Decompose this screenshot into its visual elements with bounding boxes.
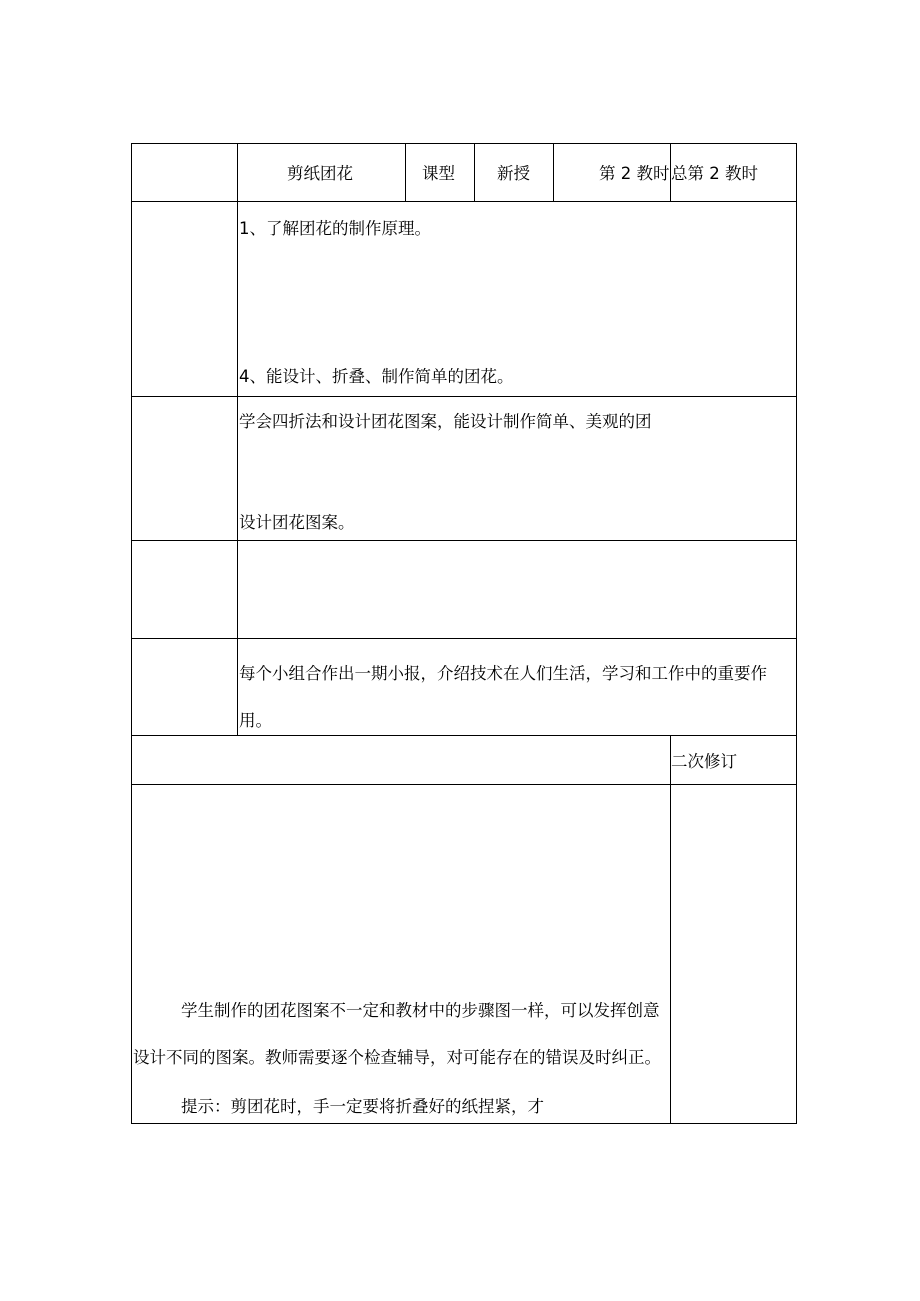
- revision-label: 二次修订: [671, 752, 737, 771]
- revision-column-divider: [670, 735, 671, 1124]
- header-divider-title: [405, 143, 406, 202]
- process-line-1: 学生制作的团花图案不一定和教材中的步骤图一样，可以发挥创意: [181, 1001, 660, 1020]
- objective-line-4: 4、能设计、折叠、制作简单的团花。: [239, 367, 514, 386]
- lesson-type-value: 新授: [497, 164, 530, 183]
- header-divider-value: [553, 143, 554, 202]
- lesson-type-label: 课型: [422, 164, 455, 183]
- key-point-line-1: 学会四折法和设计团花图案，能设计制作简单、美观的团: [239, 412, 652, 431]
- lesson-title: 剪纸团花: [287, 164, 353, 183]
- row-divider-5: [131, 735, 797, 736]
- objective-line-1: 1、了解团花的制作原理。: [239, 219, 431, 238]
- lesson-period: 第 2 教时: [599, 164, 670, 183]
- row-divider-1: [131, 201, 797, 202]
- table-border-right: [796, 143, 797, 1124]
- row-divider-3: [131, 540, 797, 541]
- row-divider-6: [131, 784, 797, 785]
- lesson-total-period: 总第 2 教时: [671, 164, 758, 183]
- process-line-3: 提示：剪团花时，手一定要将折叠好的纸捏紧，才: [181, 1097, 544, 1116]
- process-line-2: 设计不同的图案。教师需要逐个检查辅导，对可能存在的错误及时纠正。: [133, 1048, 661, 1067]
- table-border-top: [131, 143, 797, 144]
- table-border-bottom: [131, 1123, 797, 1124]
- key-point-line-2: 设计团花图案。: [239, 513, 355, 532]
- label-column-divider: [237, 143, 238, 736]
- row-divider-2: [131, 396, 797, 397]
- table-border-left: [131, 143, 132, 1124]
- row-divider-4: [131, 638, 797, 639]
- homework-line-1: 每个小组合作出一期小报，介绍技术在人们生活，学习和工作中的重要作: [239, 664, 767, 683]
- homework-line-2: 用。: [239, 711, 272, 730]
- header-divider-type: [474, 143, 475, 202]
